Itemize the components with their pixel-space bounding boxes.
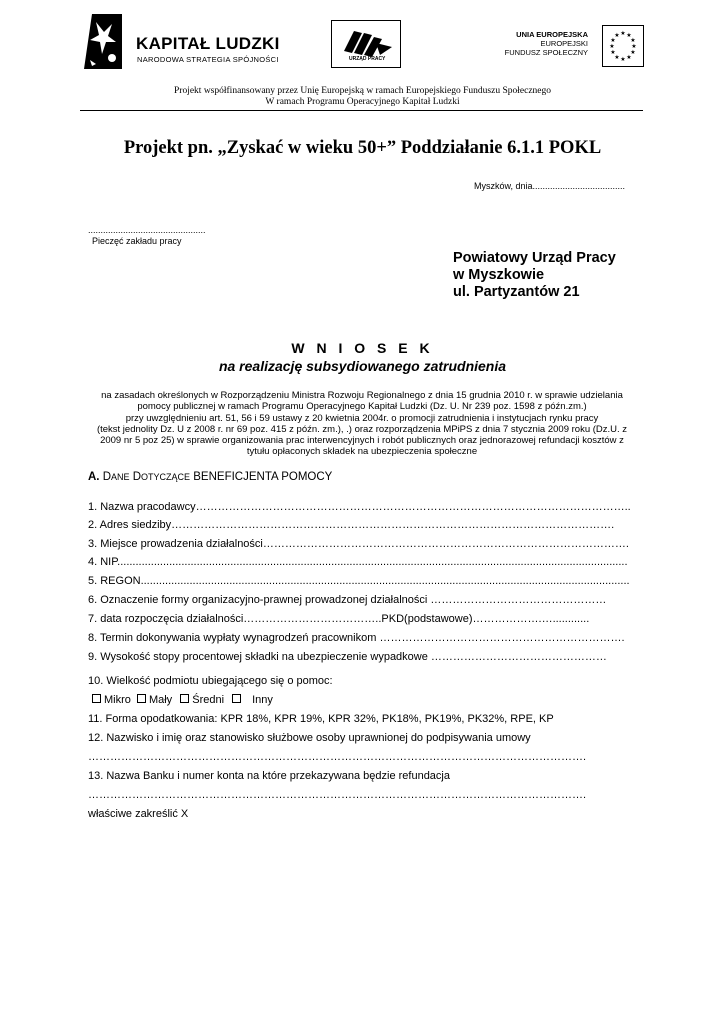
legal-basis-line: (tekst jednolity Dz. U z 2008 r. nr 69 poz. 415 z późn. zm.), .) oraz rozporządzenia MPiPS z dnia 7 stycznia 2009 roku (Dz.U. z	[96, 423, 628, 435]
checkbox-sredni[interactable]	[180, 694, 189, 703]
kapital-ludzki-title: KAPITAŁ LUDZKI	[136, 34, 280, 53]
field-regon[interactable]: 5. REGON................................................................................................................................................................	[88, 575, 630, 587]
footnote: właściwe zakreślić X	[88, 808, 189, 820]
section-a-heading	[88, 471, 332, 483]
field-nip[interactable]: 4. NIP.......................................................................................................................................................................	[88, 556, 628, 568]
checkbox-maly[interactable]	[137, 694, 146, 703]
eu-label	[480, 30, 588, 57]
eu-line-3: FUNDUSZ SPOŁECZNY	[504, 48, 588, 57]
field-bank-input[interactable]: ……………………………………………………………………………………………………………………….	[88, 789, 587, 801]
eu-flag-icon	[602, 25, 644, 67]
field-company-size-label: 10. Wielkość podmiotu ubiegającego się o pomoc:	[88, 675, 333, 687]
section-a-tail: BENEFICJENTA POMOCY	[193, 471, 333, 483]
field-start-date-pkd[interactable]: 7. data rozpoczęcia działalności………………………………..PKD(podstawowe)……………….…............	[88, 613, 590, 625]
legal-basis-line: na zasadach określonych w Rozporządzeniu Ministra Rozwoju Regionalnego z dnia 15 grudnia 2010 r. w sprawie udzielania	[101, 390, 623, 401]
field-salary-payment-date[interactable]: 8. Termin dokonywania wypłaty wynagrodzeń pracownikom ………………………………………………………….	[88, 632, 625, 644]
company-size-options	[92, 694, 273, 706]
stamp-label: Pieczęć zakładu pracy	[92, 236, 182, 246]
section-a-rest-2: OTYCZĄCE	[141, 472, 191, 482]
eu-line-1: UNIA EUROPEJSKA	[516, 30, 588, 39]
legal-basis-line: 2009 nr 5 poz 25) w sprawie organizowania prac interwencyjnych i robót publicznych oraz jednorazowej refundacji kosztów z	[100, 435, 624, 447]
svg-text:★: ★	[620, 56, 626, 63]
checkbox-mikro[interactable]	[92, 694, 101, 703]
section-a-cap-2: D	[132, 471, 142, 483]
svg-text:★: ★	[614, 32, 620, 39]
svg-text:★: ★	[626, 32, 632, 39]
addressee-line-2: w Myszkowie	[453, 267, 545, 283]
field-address[interactable]: 2. Adres siedziby………………………………………………………………………………………………………….	[88, 519, 615, 531]
field-bank-label: 13. Nazwa Banku i numer konta na które przekazywana będzie refundacja	[88, 770, 450, 782]
legal-basis	[84, 390, 640, 458]
legal-basis-line: przy uwzględnieniu art. 51, 56 i 59 ustawy z 20 kwietnia 2004r. o promocji zatrudnienia i instytucjach rynku pracy	[125, 412, 599, 424]
document-title: W N I O S E K	[291, 340, 434, 356]
svg-text:★: ★	[614, 54, 620, 61]
field-business-location[interactable]: 3. Miejsce prowadzenia działalności……………………………………………………………………………………….	[88, 538, 629, 550]
project-title: Projekt pn. „Zyskać w wieku 50+” Poddziałanie 6.1.1 POKL	[123, 138, 602, 158]
eu-line-2: EUROPEJSKI	[540, 39, 588, 48]
urzad-pracy-label: URZĄD PRACY	[349, 56, 386, 62]
field-authorized-person-input[interactable]: ……………………………………………………………………………………………………………………….	[88, 751, 587, 763]
svg-text:★: ★	[610, 49, 616, 56]
field-tax-form[interactable]: 11. Forma opodatkowania: KPR 18%, KPR 19%, KPR 32%, PK18%, PK19%, PK32%, RPE, KP	[88, 713, 554, 725]
stamp-dots: ...............................................	[88, 225, 206, 235]
header-divider	[80, 110, 643, 111]
section-a-letter: A.	[88, 471, 100, 483]
svg-text:★: ★	[609, 43, 615, 50]
cofinancing-line-2: W ramach Programu Operacyjnego Kapitał Ludzki	[265, 97, 460, 107]
svg-text:★: ★	[626, 54, 632, 61]
addressee-line-3: ul. Partyzantów 21	[453, 284, 580, 300]
legal-basis-line: pomocy publicznej w ramach Programu Operacyjnego Kapitał Ludzki (Dz. U. Nr 239 poz. 1598 z późn.zm.)	[137, 401, 587, 413]
section-a-cap-1: D	[102, 471, 112, 483]
field-authorized-person-label: 12. Nazwisko i imię oraz stanowisko służbowe osoby uprawnionej do podpisywania umowy	[88, 732, 531, 744]
option-inny: Inny	[252, 694, 273, 706]
field-legal-form[interactable]: 6. Oznaczenie formy organizacyjno-prawnej prowadzonej działalności …………………………………………	[88, 594, 607, 606]
kapital-ludzki-subtitle: NARODOWA STRATEGIA SPÓJNOŚCI	[137, 55, 279, 64]
document-subtitle: na realizację subsydiowanego zatrudnienia	[218, 358, 507, 374]
field-accident-insurance-rate[interactable]: 9. Wysokość stopy procentowej składki na ubezpieczenie wypadkowe …………………………………………	[88, 651, 607, 663]
section-a-rest-1: ANE	[111, 472, 130, 482]
svg-text:★: ★	[631, 43, 637, 50]
field-employer-name[interactable]: 1. Nazwa pracodawcy………………………………………………………………………………………………………..	[88, 501, 631, 513]
option-sredni: Średni	[192, 694, 225, 706]
svg-text:★: ★	[630, 37, 636, 44]
svg-text:★: ★	[610, 37, 616, 44]
legal-basis-line: tytułu opłaconych składek na ubezpieczenia społeczne	[246, 446, 478, 458]
svg-text:★: ★	[630, 49, 636, 56]
option-mikro: Mikro	[104, 694, 131, 706]
cofinancing-line-1: Projekt współfinansowany przez Unię Europejską w ramach Europejskiego Funduszu Społecznego	[174, 86, 551, 96]
place-date-field[interactable]: Myszków, dnia.....................................	[474, 181, 626, 191]
svg-text:★: ★	[620, 30, 626, 37]
option-maly: Mały	[148, 694, 173, 706]
addressee-line-1: Powiatowy Urząd Pracy	[453, 250, 616, 266]
checkbox-inny[interactable]	[232, 694, 241, 703]
